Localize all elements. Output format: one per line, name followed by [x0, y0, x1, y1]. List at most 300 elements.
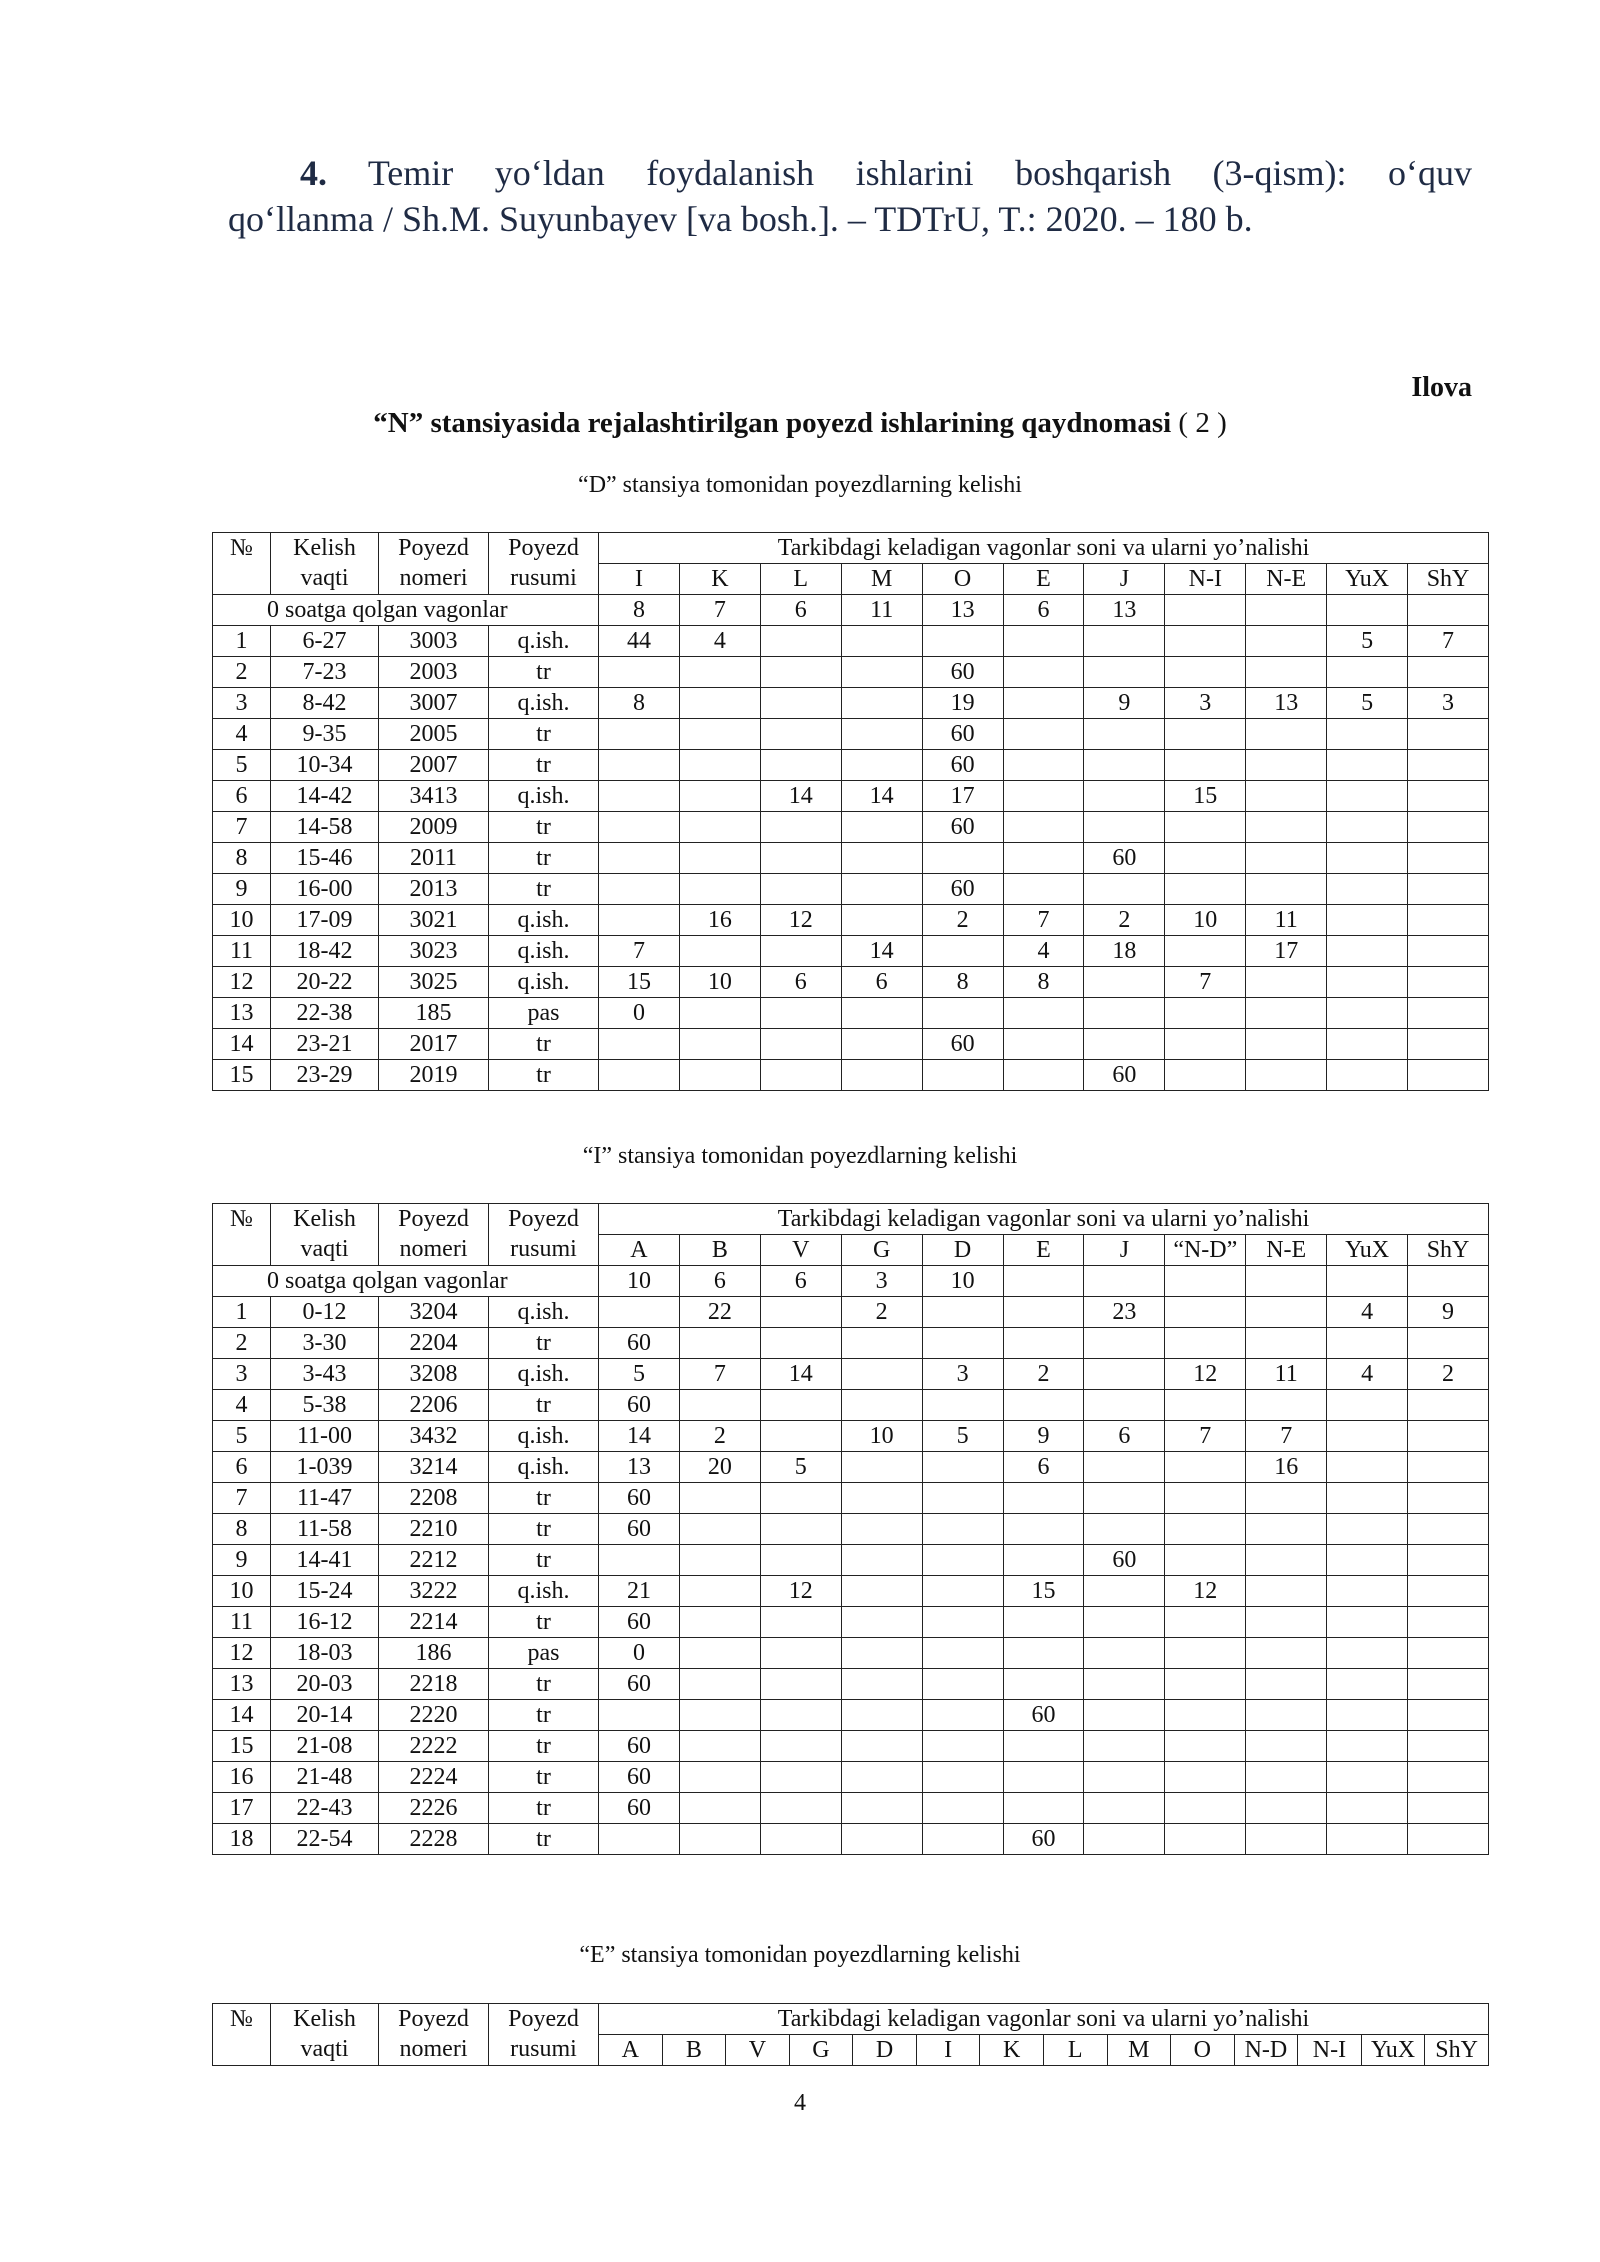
table-cell: 3-43 [271, 1359, 379, 1390]
table-cell: 0 [599, 1638, 680, 1669]
table-cell [841, 1359, 922, 1390]
header-direction: J [1084, 1235, 1165, 1266]
table-cell [841, 1731, 922, 1762]
table-cell: 2013 [379, 874, 489, 905]
table-cell [1246, 750, 1327, 781]
header-direction: G [841, 1235, 922, 1266]
table-cell [1246, 1060, 1327, 1091]
table-cell: q.ish. [489, 688, 599, 719]
leftover-cell: 8 [599, 595, 680, 626]
table-row [213, 1731, 1489, 1762]
table-cell: 4 [213, 719, 271, 750]
table-cell: 18-42 [271, 936, 379, 967]
table-cell: 16-00 [271, 874, 379, 905]
table-cell: tr [489, 1514, 599, 1545]
header-direction: O [1171, 2035, 1235, 2066]
table-row [213, 719, 1489, 750]
table-cell [1327, 1029, 1408, 1060]
table-cell [1408, 781, 1489, 812]
table-cell [1408, 1700, 1489, 1731]
table-cell: 15 [213, 1731, 271, 1762]
table-cell: 10-34 [271, 750, 379, 781]
table-cell: 60 [599, 1607, 680, 1638]
table-cell [679, 1638, 760, 1669]
table-cell [841, 1029, 922, 1060]
table-cell [1246, 998, 1327, 1029]
table-cell [1084, 1638, 1165, 1669]
table-cell: 6-27 [271, 626, 379, 657]
table-row [213, 936, 1489, 967]
table-row [213, 1824, 1489, 1855]
table-cell [1246, 781, 1327, 812]
table-cell: 14 [760, 781, 841, 812]
table-cell: 2206 [379, 1390, 489, 1421]
header-train-number-line2: nomeri [399, 1236, 468, 1262]
table-cell: 5 [213, 1421, 271, 1452]
table-cell: 3 [213, 1359, 271, 1390]
table-cell: 20-03 [271, 1669, 379, 1700]
table-cell [1327, 657, 1408, 688]
table-cell: 8 [1003, 967, 1084, 998]
table-cell [599, 812, 680, 843]
table-cell: 23 [1084, 1297, 1165, 1328]
table-cell: q.ish. [489, 1359, 599, 1390]
table-cell: 2208 [379, 1483, 489, 1514]
table-cell [1084, 1390, 1165, 1421]
table-cell [1327, 1060, 1408, 1091]
leftover-cell [1165, 1266, 1246, 1297]
reference-text-2: qo‘llanma / Sh.M. Suyunbayev [va bosh.]. – TDTrU, T.: 2020. – 180 b. [228, 199, 1253, 239]
table-cell [1165, 812, 1246, 843]
table-cell [841, 1390, 922, 1421]
table-cell [599, 1029, 680, 1060]
table-cell: 7 [213, 812, 271, 843]
header-direction: M [1107, 2035, 1171, 2066]
table-cell: 11-47 [271, 1483, 379, 1514]
table-cell: 15 [1165, 781, 1246, 812]
table-2-caption: “I” stansiya tomonidan poyezdlarning kelishi [582, 1143, 1018, 1169]
header-train-number-line2: nomeri [399, 565, 468, 591]
table-cell [922, 626, 1003, 657]
table-row [213, 1359, 1489, 1390]
table-cell [1408, 1607, 1489, 1638]
table-cell: 9-35 [271, 719, 379, 750]
table-cell: q.ish. [489, 1576, 599, 1607]
table-cell [1327, 719, 1408, 750]
header-train-type [489, 2004, 599, 2066]
table-cell [1327, 1421, 1408, 1452]
table-cell [922, 998, 1003, 1029]
header-direction: D [853, 2035, 917, 2066]
table-cell [679, 1514, 760, 1545]
table-cell: 11 [213, 1607, 271, 1638]
table-cell [1165, 1607, 1246, 1638]
table-cell: 3413 [379, 781, 489, 812]
table-cell: tr [489, 1700, 599, 1731]
table-cell [679, 1793, 760, 1824]
table-cell: 13 [599, 1452, 680, 1483]
table-cell [841, 812, 922, 843]
table-cell [841, 1700, 922, 1731]
table-row [213, 1669, 1489, 1700]
table-cell: 3007 [379, 688, 489, 719]
table-cell: tr [489, 874, 599, 905]
table-cell: q.ish. [489, 626, 599, 657]
table-cell [1246, 1576, 1327, 1607]
table-cell [922, 843, 1003, 874]
table-cell: 2 [1003, 1359, 1084, 1390]
table-row [213, 874, 1489, 905]
table-cell [1084, 626, 1165, 657]
table-cell [1408, 1576, 1489, 1607]
table-cell [1003, 781, 1084, 812]
table-cell: 2011 [379, 843, 489, 874]
table-cell: 22-43 [271, 1793, 379, 1824]
table-cell: 12 [213, 1638, 271, 1669]
table-cell [679, 750, 760, 781]
header-train-type [489, 533, 599, 595]
table-cell: 12 [1165, 1576, 1246, 1607]
table-cell [1165, 1700, 1246, 1731]
header-train-type-line2: rusumi [510, 1236, 577, 1262]
table-cell [1327, 874, 1408, 905]
table-cell [1084, 812, 1165, 843]
header-row [213, 1204, 1489, 1235]
table-cell [841, 1669, 922, 1700]
table-cell [1327, 750, 1408, 781]
table-cell [679, 719, 760, 750]
table-cell [1084, 1607, 1165, 1638]
table-cell: 14-58 [271, 812, 379, 843]
table-cell: q.ish. [489, 1421, 599, 1452]
table-cell: 5 [213, 750, 271, 781]
table-cell: 9 [1408, 1297, 1489, 1328]
leftover-cell: 13 [922, 595, 1003, 626]
table-cell: q.ish. [489, 1297, 599, 1328]
table-cell [760, 719, 841, 750]
table-cell: 2017 [379, 1029, 489, 1060]
table-cell [1165, 1514, 1246, 1545]
table-cell: 2 [679, 1421, 760, 1452]
table-cell [1408, 657, 1489, 688]
table-cell [599, 843, 680, 874]
table-row [213, 626, 1489, 657]
table-cell: 9 [213, 1545, 271, 1576]
table-cell: 10 [213, 905, 271, 936]
document-title-suffix: ( 2 ) [1178, 407, 1227, 439]
table-cell [1165, 750, 1246, 781]
table-cell: 60 [599, 1731, 680, 1762]
table-cell [1165, 1297, 1246, 1328]
table-cell [679, 781, 760, 812]
table-cell [1246, 874, 1327, 905]
table-cell: tr [489, 750, 599, 781]
table-cell: 20-14 [271, 1700, 379, 1731]
table-cell [599, 781, 680, 812]
leftover-cell [1327, 1266, 1408, 1297]
table-cell [1408, 750, 1489, 781]
table-cell [1003, 1029, 1084, 1060]
leftover-cell: 13 [1084, 595, 1165, 626]
table-cell [679, 1328, 760, 1359]
header-direction: N-E [1246, 1235, 1327, 1266]
header-no: № [213, 533, 271, 595]
table-cell [1408, 1731, 1489, 1762]
table-cell: 14 [841, 936, 922, 967]
table-cell: 60 [1084, 1545, 1165, 1576]
table-cell [1246, 1824, 1327, 1855]
header-direction: A [599, 1235, 680, 1266]
table-cell [922, 1731, 1003, 1762]
table-cell: tr [489, 1483, 599, 1514]
table-cell: 60 [922, 874, 1003, 905]
table-cell: q.ish. [489, 936, 599, 967]
table-cell: q.ish. [489, 1452, 599, 1483]
table-cell: 186 [379, 1638, 489, 1669]
table-cell [1084, 750, 1165, 781]
table-cell [760, 843, 841, 874]
table-cell: tr [489, 1060, 599, 1091]
table-cell [841, 1607, 922, 1638]
header-direction: L [1043, 2035, 1107, 2066]
header-arrival-time-line2: vaqti [300, 2036, 349, 2062]
header-direction: V [726, 2035, 790, 2066]
reference-text-1: Temir yo‘ldan foydalanish ishlarini boshqarish (3-qism): o‘quv [367, 153, 1472, 193]
table-cell [1327, 1700, 1408, 1731]
header-train-number [379, 1204, 489, 1266]
table-cell [1003, 719, 1084, 750]
leftover-cell [1408, 595, 1489, 626]
table-cell [599, 905, 680, 936]
table-cell [1003, 1060, 1084, 1091]
table-cell [1246, 1762, 1327, 1793]
header-direction: YuX [1327, 564, 1408, 595]
table-cell: 2 [213, 657, 271, 688]
table-cell: 18-03 [271, 1638, 379, 1669]
table-cell: 7 [213, 1483, 271, 1514]
leftover-cell: 7 [679, 595, 760, 626]
table-cell [599, 657, 680, 688]
table-cell [760, 1731, 841, 1762]
table-cell: 11 [1246, 1359, 1327, 1390]
table-cell [1084, 1762, 1165, 1793]
leftover-cell: 11 [841, 595, 922, 626]
table-cell [1408, 905, 1489, 936]
table-cell [1327, 1452, 1408, 1483]
table-cell [1246, 719, 1327, 750]
table-cell: tr [489, 719, 599, 750]
table-cell: 2 [213, 1328, 271, 1359]
table-cell: 3025 [379, 967, 489, 998]
table-cell: 14 [213, 1700, 271, 1731]
table-cell: 60 [599, 1762, 680, 1793]
header-direction: J [1084, 564, 1165, 595]
table-cell: 11-58 [271, 1514, 379, 1545]
table-cell: 13 [213, 998, 271, 1029]
table-cell [760, 1514, 841, 1545]
table-cell [1408, 1328, 1489, 1359]
table-cell [760, 998, 841, 1029]
table-cell [679, 843, 760, 874]
table-cell [760, 874, 841, 905]
document-title-bold: “N” stansiyasida rejalashtirilgan poyezd ishlarining qaydnomasi [373, 407, 1172, 439]
header-arrival-time [271, 2004, 379, 2066]
table-cell [599, 1060, 680, 1091]
table-cell: 11 [213, 936, 271, 967]
table-cell [679, 1029, 760, 1060]
header-direction: K [679, 564, 760, 595]
table-cell: 9 [1084, 688, 1165, 719]
header-direction: A [599, 2035, 663, 2066]
table-cell [922, 1638, 1003, 1669]
table-cell [1408, 1514, 1489, 1545]
table-row [213, 688, 1489, 719]
header-wagon-group: Tarkibdagi keladigan vagonlar soni va ularni yo’nalishi [599, 1204, 1489, 1235]
table-cell [1003, 626, 1084, 657]
header-arrival-time-line1: Kelish [293, 535, 356, 561]
table-cell: 7 [1165, 967, 1246, 998]
header-arrival-time [271, 1204, 379, 1266]
table-cell [1003, 750, 1084, 781]
table-cell [599, 874, 680, 905]
table-cell [679, 688, 760, 719]
table-cell [679, 1576, 760, 1607]
table-cell: 7 [599, 936, 680, 967]
table-cell [1165, 1638, 1246, 1669]
table-cell [1246, 657, 1327, 688]
table-cell [841, 719, 922, 750]
table-cell [1003, 998, 1084, 1029]
leftover-cell: 10 [599, 1266, 680, 1297]
table-cell [1246, 1700, 1327, 1731]
table-cell: 60 [599, 1669, 680, 1700]
table-cell: 11 [1246, 905, 1327, 936]
table-row [213, 1793, 1489, 1824]
leftover-cell: 6 [760, 1266, 841, 1297]
table-cell: 4 [679, 626, 760, 657]
table-cell [1327, 1545, 1408, 1576]
table-cell [760, 1421, 841, 1452]
table-cell [1165, 1669, 1246, 1700]
table-cell [1408, 967, 1489, 998]
table-cell: 3003 [379, 626, 489, 657]
table-cell: 16 [1246, 1452, 1327, 1483]
leftover-cell [1246, 595, 1327, 626]
table-cell: 16 [679, 905, 760, 936]
table-cell [1408, 812, 1489, 843]
table-cell [1246, 812, 1327, 843]
table-cell: 7 [1246, 1421, 1327, 1452]
table-cell [679, 1762, 760, 1793]
table-cell [679, 1060, 760, 1091]
table-cell: 1 [213, 1297, 271, 1328]
table-cell [679, 1669, 760, 1700]
header-wagon-group: Tarkibdagi keladigan vagonlar soni va ularni yo’nalishi [599, 2004, 1489, 2035]
table-cell [1327, 1514, 1408, 1545]
table-cell: 7 [1003, 905, 1084, 936]
table-cell: 2222 [379, 1731, 489, 1762]
table-cell [841, 1514, 922, 1545]
table-cell [760, 657, 841, 688]
table-cell: 6 [213, 781, 271, 812]
header-train-number-line1: Poyezd [398, 1206, 469, 1232]
table-cell [1165, 626, 1246, 657]
table-cell [1003, 1731, 1084, 1762]
table-cell: 6 [1003, 1452, 1084, 1483]
table-cell: 10 [1165, 905, 1246, 936]
table-cell [1327, 1824, 1408, 1855]
table-row [213, 1060, 1489, 1091]
table-cell [679, 1607, 760, 1638]
table-row [213, 781, 1489, 812]
table-cell: 60 [599, 1390, 680, 1421]
leftover-cell [1165, 595, 1246, 626]
table-cell [1327, 1669, 1408, 1700]
table-cell [1084, 1793, 1165, 1824]
table-cell [1084, 781, 1165, 812]
table-cell [841, 1762, 922, 1793]
header-arrival-time-line2: vaqti [300, 1236, 349, 1262]
table-cell [760, 750, 841, 781]
table-cell [1327, 1731, 1408, 1762]
table-cell: 10 [213, 1576, 271, 1607]
table-row [213, 1762, 1489, 1793]
table-cell [841, 1452, 922, 1483]
table-cell [922, 1452, 1003, 1483]
table-cell: 60 [922, 719, 1003, 750]
table-cell: 8 [599, 688, 680, 719]
table-cell [679, 812, 760, 843]
table-cell [1003, 1297, 1084, 1328]
table-cell: 2005 [379, 719, 489, 750]
table-cell [841, 750, 922, 781]
table-cell: 15 [1003, 1576, 1084, 1607]
table-cell [1408, 1824, 1489, 1855]
header-direction: I [916, 2035, 980, 2066]
leftover-cell [1408, 1266, 1489, 1297]
header-direction: L [760, 564, 841, 595]
table-cell: 3222 [379, 1576, 489, 1607]
table-cell [841, 1483, 922, 1514]
table-cell: 0 [599, 998, 680, 1029]
table-cell [1246, 1029, 1327, 1060]
header-direction: O [922, 564, 1003, 595]
table-cell: 22-54 [271, 1824, 379, 1855]
header-direction: ShY [1408, 564, 1489, 595]
table-cell: tr [489, 1607, 599, 1638]
table-cell: 20-22 [271, 967, 379, 998]
table-cell: 3432 [379, 1421, 489, 1452]
table-cell [1246, 1390, 1327, 1421]
table-cell [841, 1328, 922, 1359]
header-direction: YuX [1327, 1235, 1408, 1266]
table-cell [841, 874, 922, 905]
table-cell: 17-09 [271, 905, 379, 936]
table-cell [1003, 874, 1084, 905]
leftover-row [213, 1266, 1489, 1297]
table-cell [841, 905, 922, 936]
table-row [213, 905, 1489, 936]
table-cell: 21-48 [271, 1762, 379, 1793]
table-cell [599, 1824, 680, 1855]
table-cell [922, 1060, 1003, 1091]
table-cell [679, 874, 760, 905]
table-cell: 8 [213, 1514, 271, 1545]
table-row [213, 1390, 1489, 1421]
table-cell [1165, 1483, 1246, 1514]
table-cell [679, 1545, 760, 1576]
table-row [213, 967, 1489, 998]
